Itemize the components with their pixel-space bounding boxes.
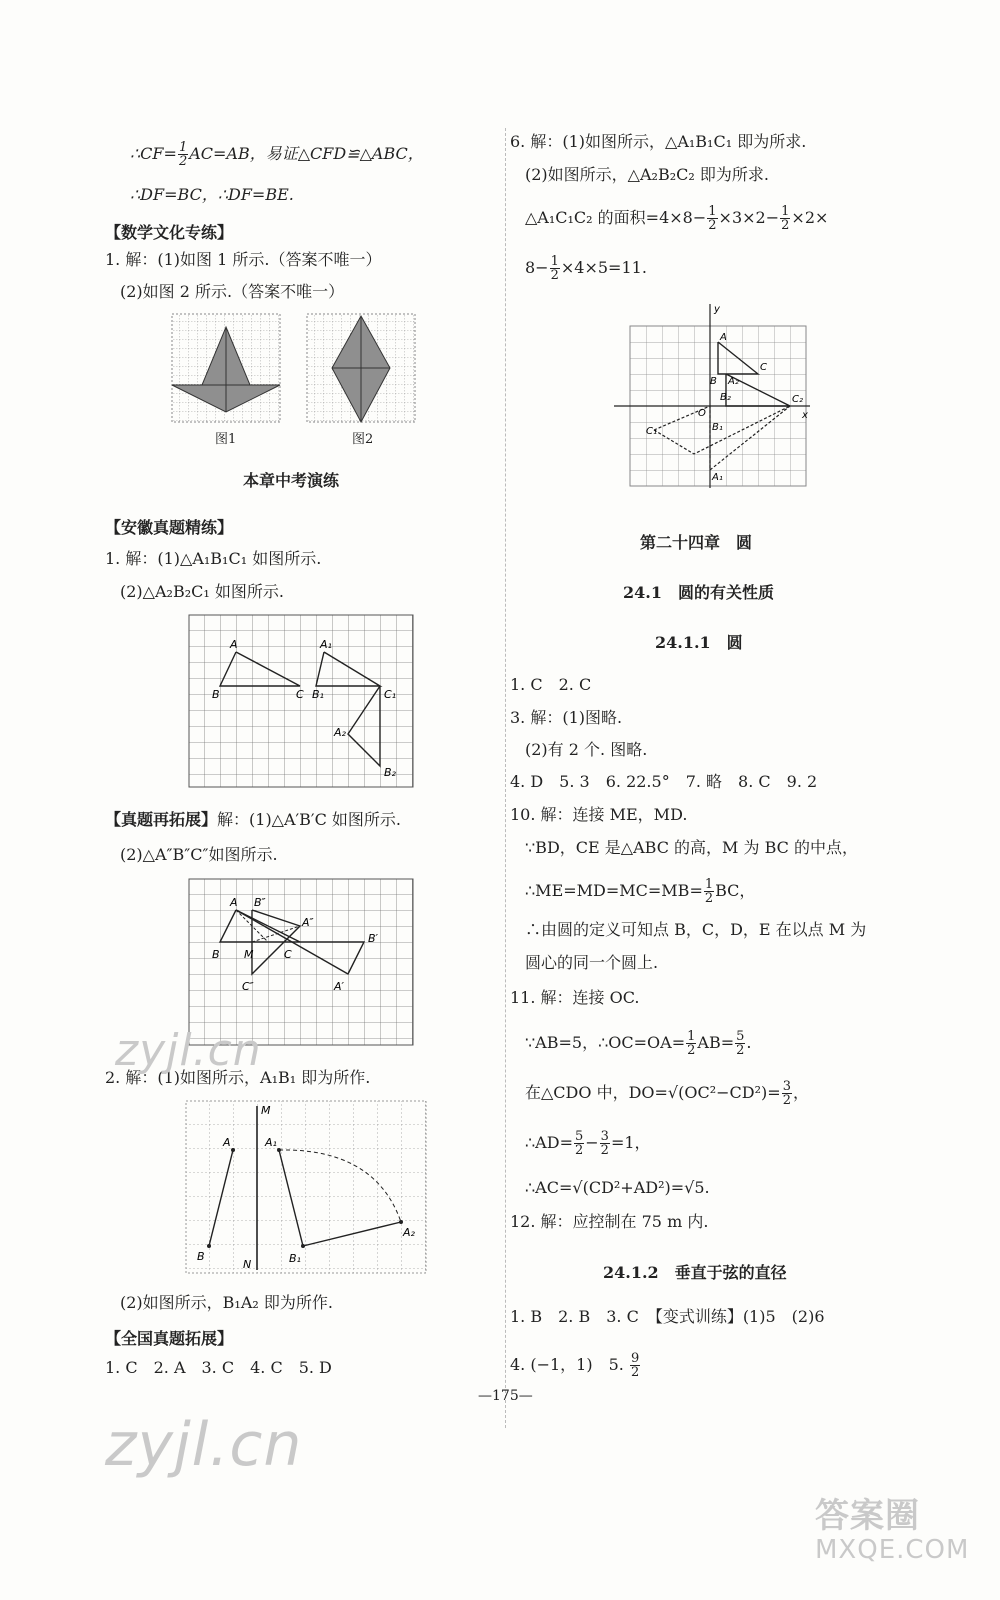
- label-B: B: [710, 376, 717, 387]
- label-C: C: [284, 948, 292, 961]
- proof-line-1: ∴CF= $\frac{1}{2}$ AC=AB，易证△CFD≌△ABC，: [130, 140, 424, 169]
- coordinate-plane-figure: [610, 300, 815, 490]
- fraction: $\frac{1}{2}$: [178, 140, 188, 169]
- label-C-double-prime: C″: [242, 980, 254, 993]
- label-B2: B₂: [384, 766, 396, 779]
- answer-line: ∴ME=MD=MC=MB= $\frac{1}{2}$ BC，: [525, 877, 756, 906]
- area-formula-line-1: △A₁C₁C₂ 的面积=4×8− $\frac{1}{2}$ ×3×2− $\frac{1}{2}$ ×2×: [525, 204, 829, 233]
- label-x: x: [802, 410, 808, 421]
- label-A1: A₁: [265, 1136, 277, 1149]
- watermark: zyjl.cn: [105, 1410, 303, 1480]
- label-A: A: [720, 332, 727, 343]
- answer-line: (2)如图所示，B₁A₂ 即为所作.: [120, 1293, 333, 1312]
- answer-line: 3. 解：(1)图略.: [510, 708, 623, 727]
- label-C: C: [760, 362, 767, 373]
- section-heading-national: 【全国真题拓展】: [105, 1329, 234, 1348]
- answer-line: 1. 解：(1)如图 1 所示.（答案不唯一）: [105, 250, 382, 269]
- answer-line: 11. 解：连接 OC.: [510, 988, 640, 1007]
- label-A1: A₁: [320, 638, 332, 651]
- answer-line: 1. B 2. B 3. C 【变式训练】(1)5 (2)6: [510, 1307, 825, 1326]
- answer-line: (2)如图所示，△A₂B₂C₂ 即为所求.: [525, 165, 769, 184]
- answer-line: ∴AC=√(CD²+AD²)=√5.: [525, 1178, 710, 1197]
- label-C1: C₁: [646, 426, 657, 437]
- label-y: y: [714, 304, 720, 315]
- label-B1: B₁: [289, 1252, 301, 1265]
- answer-line: 12. 解：应控制在 75 m 内.: [510, 1212, 709, 1231]
- label-A-double-prime: A″: [302, 916, 314, 929]
- answer-line: ∵BD，CE 是△ABC 的高，M 为 BC 的中点，: [525, 838, 858, 857]
- page-number: —175—: [478, 1388, 533, 1404]
- answer-line: (2)有 2 个. 图略.: [525, 740, 648, 759]
- label-B2: B₂: [720, 392, 731, 403]
- label-B-prime: B′: [368, 932, 379, 945]
- label-B: B: [212, 948, 220, 961]
- label-A-prime: A′: [334, 980, 345, 993]
- answer-line: (2)△A″B″C″如图所示.: [120, 845, 278, 864]
- watermark: 答案圈: [815, 1496, 920, 1536]
- rotation-figure: [185, 1100, 430, 1280]
- figure-2-caption: 图2: [352, 432, 374, 447]
- chapter-exam-heading: 本章中考演练: [243, 471, 340, 490]
- label-C: C: [296, 688, 304, 701]
- area-formula-line-2: 8− $\frac{1}{2}$ ×4×5=11.: [525, 254, 647, 283]
- answer-line: ∵AB=5，∴OC=OA= $\frac{1}{2}$ AB= $\frac{5}{2}$ .: [525, 1029, 752, 1058]
- answer-line: (2)如图 2 所示.（答案不唯一）: [120, 282, 345, 301]
- answer-line: 2. 解：(1)如图所示，A₁B₁ 即为所作.: [105, 1068, 371, 1087]
- watermark: MXQE.COM: [815, 1535, 970, 1565]
- answer-line: (2)△A₂B₂C₁ 如图所示.: [120, 582, 284, 601]
- proof-line-2: ∴DF=BC，∴DF=BE.: [130, 185, 294, 204]
- section-title-24-1: 24.1 圆的有关性质: [623, 583, 774, 602]
- figure-2-graphic: [305, 312, 420, 427]
- chapter-title: 第二十四章 圆: [640, 533, 753, 552]
- label-A1: A₁: [712, 472, 723, 483]
- label-A2: A₂: [728, 376, 739, 387]
- answer-line: 圆心的同一个圆上.: [525, 953, 659, 972]
- answer-line: ∴AD= $\frac{5}{2}$ − $\frac{3}{2}$ =1，: [525, 1129, 651, 1158]
- extend-line: 【真题再拓展】解：(1)△A′B′C 如图所示.: [105, 810, 401, 829]
- label-B: B: [212, 688, 220, 701]
- answer-line: 4. (−1，1) 5. $\frac{9}{2}$: [510, 1351, 640, 1380]
- answer-line: ∴由圆的定义可知点 B，C，D，E 在以点 M 为: [525, 920, 867, 939]
- figure-1-caption: 图1: [215, 432, 237, 447]
- label-B1: B₁: [712, 422, 723, 433]
- label-C1: C₁: [384, 688, 397, 701]
- label-A: A: [230, 896, 238, 909]
- label-A: A: [223, 1136, 231, 1149]
- label-C2: C₂: [792, 394, 803, 405]
- answer-line: 6. 解：(1)如图所示，△A₁B₁C₁ 即为所求.: [510, 132, 807, 151]
- answer-line: 10. 解：连接 ME，MD.: [510, 805, 688, 824]
- answer-line: 在△CDO 中，DO=√(OC²−CD²)= $\frac{3}{2}$ ，: [525, 1079, 809, 1108]
- answer-line: 4. D 5. 3 6. 22.5° 7. 略 8. C 9. 2: [510, 772, 818, 791]
- answer-line: 1. 解：(1)△A₁B₁C₁ 如图所示.: [105, 549, 322, 568]
- label-B-double-prime: B″: [254, 896, 266, 909]
- label-A: A: [230, 638, 238, 651]
- label-O: O: [698, 408, 706, 419]
- label-M: M: [244, 948, 254, 961]
- section-heading-math-culture: 【数学文化专练】: [105, 223, 234, 242]
- label-M: M: [261, 1104, 271, 1117]
- section-title-24-1-2: 24.1.2 垂直于弦的直径: [603, 1263, 787, 1282]
- figure-1-graphic: [170, 312, 285, 427]
- column-divider: [505, 128, 506, 1428]
- label-B: B: [197, 1250, 205, 1263]
- section-title-24-1-1: 24.1.1 圆: [655, 633, 743, 652]
- grid-figure-anhui-1: [188, 614, 420, 790]
- answer-line: 1. C 2. A 3. C 4. C 5. D: [105, 1358, 332, 1377]
- label-B1: B₁: [312, 688, 324, 701]
- label-A2: A₂: [403, 1226, 415, 1239]
- section-heading-anhui: 【安徽真题精练】: [105, 518, 234, 537]
- label-N: N: [243, 1258, 252, 1271]
- watermark: zyjl.cn: [115, 1025, 262, 1076]
- answer-line: 1. C 2. C: [510, 675, 592, 694]
- label-A2: A₂: [334, 726, 346, 739]
